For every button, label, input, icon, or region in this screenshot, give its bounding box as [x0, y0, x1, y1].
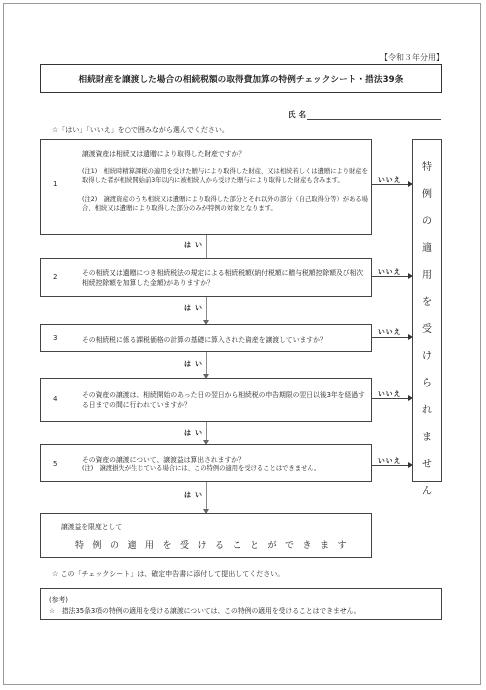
not-applicable-char-11: ま — [422, 432, 432, 443]
not-applicable-text — [413, 158, 441, 509]
not-applicable-char-7: 受 — [422, 324, 432, 335]
question-5-yes-option[interactable]: はい — [184, 491, 206, 499]
question-5-no-arrow — [372, 465, 410, 466]
question-2-yes-option[interactable]: はい — [184, 304, 206, 312]
question-1-text: 譲渡資産は相続又は遺贈により取得した財産ですか？ — [82, 150, 246, 158]
name-label: 氏名 — [288, 110, 309, 119]
not-applicable-char-10: れ — [422, 405, 432, 416]
question-1-no-arrow — [372, 184, 410, 185]
not-applicable-char-9: ら — [422, 378, 432, 389]
question-1-box — [40, 139, 372, 235]
not-applicable-char-5: 用 — [422, 270, 432, 281]
question-1-no-option[interactable]: いいえ — [378, 176, 402, 184]
not-applicable-char-1: 特 — [422, 162, 432, 173]
question-1-note-2: (注2) 譲渡資産のうち相続又は遺贈により取得した部分とそれ以外の部分（自己取得分等）がある場合、相続又は遺贈により取得した部分のみが特例の対象となります。 — [82, 196, 368, 212]
question-3-number: 3 — [53, 334, 58, 342]
question-5-box — [40, 444, 372, 482]
footnote: ☆ この「チェックシート」は、確定申告書に添付して提出してください。 — [52, 570, 285, 578]
reference-box — [40, 588, 442, 620]
name-field-line[interactable] — [307, 119, 441, 120]
question-4-box — [40, 378, 372, 422]
question-1-note-1: (注1) 相続時精算課税の適用を受けた贈与により取得した財産、又は相続若しくは遺贈により財産を取得した者が相続開始前3年以内に被相続人から受けた贈与により取得した財産も含みます。 — [82, 168, 368, 184]
question-2-box — [40, 258, 372, 297]
not-applicable-char-12: せ — [422, 459, 432, 470]
reference-text: ☆ 措法35条3項の特例の適用を受ける譲渡については、この特例の適用を受けることはできません。 — [49, 607, 361, 615]
result-main-text: 特例の適用を受けることができます — [75, 541, 356, 551]
question-2-text: その相続又は遺贈につき相続税法の規定による相続税額(納付税額に贈与税額控除額及び相次相続控除額を加算した金額)がありますか？ — [82, 269, 364, 287]
question-5-no-option[interactable]: いいえ — [378, 457, 402, 465]
question-5-text: その資産の譲渡について、譲渡益は算出されますか？ — [82, 456, 245, 464]
question-4-no-option[interactable]: いいえ — [378, 390, 402, 398]
not-applicable-char-8: け — [422, 351, 432, 362]
page-title: 相続財産を譲渡した場合の相続税額の取得費加算の特例チェックシート・措法39条 — [78, 74, 404, 85]
question-2-no-option[interactable]: いいえ — [378, 268, 402, 276]
year-tag: 【令和３年分用】 — [380, 53, 444, 62]
result-box — [40, 513, 372, 558]
question-5-note: (注) 譲渡損失が生じている場合には、この特例の適用を受けることはできません。 — [82, 465, 321, 472]
result-prefix: 譲渡益を限度として — [61, 523, 123, 531]
not-applicable-char-2: 例 — [422, 189, 432, 200]
question-3-box — [40, 324, 372, 352]
question-3-no-arrow — [372, 337, 410, 338]
question-3-yes-option[interactable]: はい — [184, 360, 206, 368]
not-applicable-char-13: ん — [422, 486, 432, 497]
title-box — [40, 64, 442, 93]
question-4-text: その資産の譲渡は、相続開始のあった日の翌日から相続税の申告期限の翌日以後3年を経過する日までの間に行われていますか？ — [82, 391, 365, 409]
question-2-number: 2 — [53, 273, 58, 281]
question-4-yes-option[interactable]: はい — [184, 429, 206, 437]
not-applicable-char-6: を — [422, 297, 432, 308]
question-4-number: 4 — [53, 395, 58, 403]
question-1-yes-option[interactable]: はい — [184, 241, 206, 249]
instruction-text: ☆「はい」「いいえ」を○で囲みながら選んでください。 — [52, 126, 229, 134]
not-applicable-char-3: の — [422, 216, 432, 227]
question-4-no-arrow — [372, 398, 410, 399]
question-5-number: 5 — [53, 460, 58, 468]
question-3-no-option[interactable]: いいえ — [378, 328, 402, 336]
reference-title: (参考) — [49, 596, 68, 604]
not-applicable-char-4: 適 — [422, 243, 432, 254]
question-3-text: その相続税に係る課税価格の計算の基礎に算入された資産を譲渡していますか？ — [82, 336, 327, 344]
question-1-number: 1 — [53, 180, 58, 188]
not-applicable-box — [412, 139, 442, 497]
question-2-no-arrow — [372, 276, 410, 277]
